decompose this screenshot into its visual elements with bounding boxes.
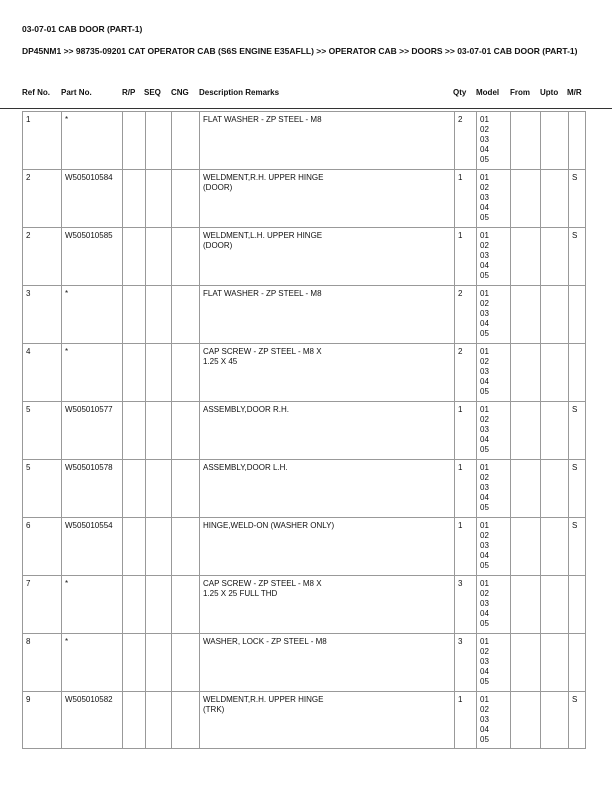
page-title: 03-07-01 CAB DOOR (PART-1) (22, 24, 143, 34)
upto-cell (541, 344, 569, 402)
col-qty: Qty (453, 88, 467, 97)
description-cell: FLAT WASHER - ZP STEEL - M8 (200, 112, 455, 170)
upto-cell (541, 286, 569, 344)
table-row (23, 112, 586, 170)
mr-cell: S (569, 692, 586, 749)
table-row (23, 634, 586, 692)
mr-cell: S (569, 170, 586, 228)
cng-cell (172, 518, 200, 576)
model-cell: 01 02 03 04 05 (477, 634, 511, 692)
description-cell: ASSEMBLY,DOOR L.H. (200, 460, 455, 518)
cng-cell (172, 344, 200, 402)
from-cell (511, 228, 541, 286)
ref-cell: 6 (23, 518, 62, 576)
cng-cell (172, 112, 200, 170)
mr-cell: S (569, 518, 586, 576)
part-no-cell: * (62, 286, 123, 344)
col-ref: Ref No. (22, 88, 50, 97)
qty-cell: 1 (455, 228, 477, 286)
rp-cell (123, 634, 146, 692)
mr-cell: S (569, 402, 586, 460)
part-no-cell: * (62, 634, 123, 692)
from-cell (511, 286, 541, 344)
mr-cell (569, 112, 586, 170)
model-cell: 01 02 03 04 05 (477, 402, 511, 460)
qty-cell: 2 (455, 344, 477, 402)
qty-cell: 3 (455, 634, 477, 692)
qty-cell: 1 (455, 460, 477, 518)
table-row (23, 692, 586, 749)
table-row (23, 344, 586, 402)
model-cell: 01 02 03 04 05 (477, 518, 511, 576)
ref-cell: 5 (23, 460, 62, 518)
upto-cell (541, 228, 569, 286)
mr-cell (569, 344, 586, 402)
ref-cell: 2 (23, 170, 62, 228)
col-mr: M/R (567, 88, 582, 97)
mr-cell (569, 576, 586, 634)
cng-cell (172, 228, 200, 286)
part-no-cell: * (62, 112, 123, 170)
from-cell (511, 344, 541, 402)
seq-cell (146, 692, 172, 749)
col-cng: CNG (171, 88, 189, 97)
part-no-cell: * (62, 576, 123, 634)
mr-cell: S (569, 460, 586, 518)
mr-cell: S (569, 228, 586, 286)
upto-cell (541, 692, 569, 749)
table-header (0, 88, 612, 109)
mr-cell (569, 634, 586, 692)
col-upto: Upto (540, 88, 559, 97)
seq-cell (146, 286, 172, 344)
from-cell (511, 112, 541, 170)
model-cell: 01 02 03 04 05 (477, 228, 511, 286)
description-cell: WELDMENT,R.H. UPPER HINGE (TRK) (200, 692, 455, 749)
table-row (23, 518, 586, 576)
seq-cell (146, 634, 172, 692)
col-from: From (510, 88, 530, 97)
ref-cell: 8 (23, 634, 62, 692)
cng-cell (172, 576, 200, 634)
parts-table (22, 111, 586, 749)
from-cell (511, 692, 541, 749)
table-row (23, 460, 586, 518)
upto-cell (541, 112, 569, 170)
part-no-cell: W505010577 (62, 402, 123, 460)
from-cell (511, 170, 541, 228)
rp-cell (123, 344, 146, 402)
ref-cell: 4 (23, 344, 62, 402)
rp-cell (123, 692, 146, 749)
seq-cell (146, 518, 172, 576)
cng-cell (172, 634, 200, 692)
col-seq: SEQ (144, 88, 161, 97)
ref-cell: 1 (23, 112, 62, 170)
description-cell: HINGE,WELD-ON (WASHER ONLY) (200, 518, 455, 576)
cng-cell (172, 692, 200, 749)
rp-cell (123, 170, 146, 228)
description-cell: WASHER, LOCK - ZP STEEL - M8 (200, 634, 455, 692)
rp-cell (123, 228, 146, 286)
col-model: Model (476, 88, 500, 97)
model-cell: 01 02 03 04 05 (477, 286, 511, 344)
ref-cell: 3 (23, 286, 62, 344)
qty-cell: 3 (455, 576, 477, 634)
description-cell: CAP SCREW - ZP STEEL - M8 X 1.25 X 25 FULL THD (200, 576, 455, 634)
model-cell: 01 02 03 04 05 (477, 576, 511, 634)
model-cell: 01 02 03 04 05 (477, 460, 511, 518)
seq-cell (146, 228, 172, 286)
ref-cell: 9 (23, 692, 62, 749)
part-no-cell: W505010582 (62, 692, 123, 749)
upto-cell (541, 518, 569, 576)
rp-cell (123, 460, 146, 518)
rp-cell (123, 402, 146, 460)
part-no-cell: W505010584 (62, 170, 123, 228)
rp-cell (123, 112, 146, 170)
table-row (23, 286, 586, 344)
from-cell (511, 576, 541, 634)
breadcrumb: DP45NM1 >> 98735-09201 CAT OPERATOR CAB (S6S ENGINE E35AFLL) >> OPERATOR CAB >> DOORS >> 03-07-01 CAB DOOR (PART-1) (22, 46, 578, 56)
part-no-cell: W505010578 (62, 460, 123, 518)
ref-cell: 7 (23, 576, 62, 634)
rp-cell (123, 576, 146, 634)
description-cell: WELDMENT,L.H. UPPER HINGE (DOOR) (200, 228, 455, 286)
from-cell (511, 402, 541, 460)
model-cell: 01 02 03 04 05 (477, 344, 511, 402)
upto-cell (541, 170, 569, 228)
qty-cell: 2 (455, 112, 477, 170)
table-row (23, 402, 586, 460)
model-cell: 01 02 03 04 05 (477, 170, 511, 228)
table-row (23, 576, 586, 634)
upto-cell (541, 402, 569, 460)
col-rp: R/P (122, 88, 136, 97)
from-cell (511, 634, 541, 692)
cng-cell (172, 402, 200, 460)
seq-cell (146, 576, 172, 634)
cng-cell (172, 170, 200, 228)
part-no-cell: * (62, 344, 123, 402)
table-row (23, 228, 586, 286)
rp-cell (123, 518, 146, 576)
upto-cell (541, 634, 569, 692)
description-cell: ASSEMBLY,DOOR R.H. (200, 402, 455, 460)
mr-cell (569, 286, 586, 344)
part-no-cell: W505010585 (62, 228, 123, 286)
col-part: Part No. (61, 88, 92, 97)
qty-cell: 1 (455, 518, 477, 576)
seq-cell (146, 170, 172, 228)
col-desc: Description Remarks (199, 88, 280, 97)
seq-cell (146, 460, 172, 518)
model-cell: 01 02 03 04 05 (477, 692, 511, 749)
model-cell: 01 02 03 04 05 (477, 112, 511, 170)
cng-cell (172, 286, 200, 344)
from-cell (511, 460, 541, 518)
description-cell: CAP SCREW - ZP STEEL - M8 X 1.25 X 45 (200, 344, 455, 402)
qty-cell: 1 (455, 402, 477, 460)
upto-cell (541, 460, 569, 518)
ref-cell: 2 (23, 228, 62, 286)
description-cell: FLAT WASHER - ZP STEEL - M8 (200, 286, 455, 344)
qty-cell: 2 (455, 286, 477, 344)
qty-cell: 1 (455, 170, 477, 228)
cng-cell (172, 460, 200, 518)
seq-cell (146, 112, 172, 170)
table-row (23, 170, 586, 228)
seq-cell (146, 402, 172, 460)
description-cell: WELDMENT,R.H. UPPER HINGE (DOOR) (200, 170, 455, 228)
rp-cell (123, 286, 146, 344)
qty-cell: 1 (455, 692, 477, 749)
upto-cell (541, 576, 569, 634)
part-no-cell: W505010554 (62, 518, 123, 576)
seq-cell (146, 344, 172, 402)
from-cell (511, 518, 541, 576)
ref-cell: 5 (23, 402, 62, 460)
